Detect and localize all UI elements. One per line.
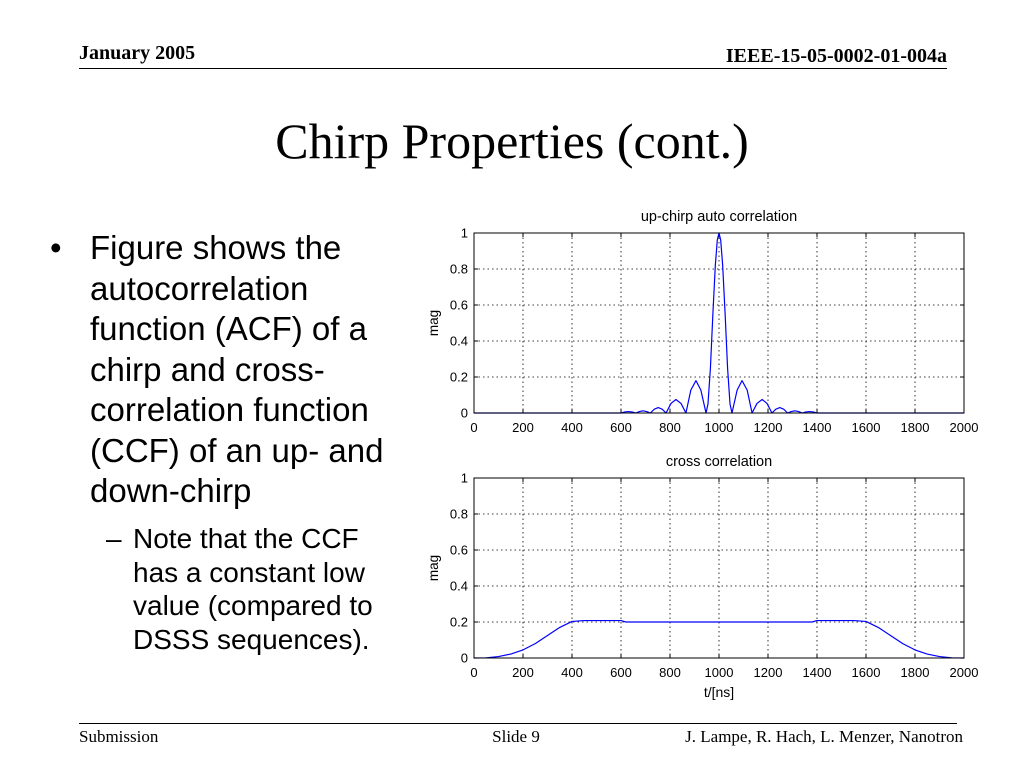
acf-y-tick-label: 0.8 [449, 261, 468, 277]
ccf-y-tick-label: 0.6 [449, 542, 468, 558]
acf-plot [450, 226, 979, 436]
acf-x-tick-label: 1600 [851, 420, 881, 435]
ccf-y-tick-label: 1 [460, 470, 468, 486]
acf-x-tick-label: 0 [470, 420, 478, 435]
ccf-x-tick-label: 600 [610, 665, 632, 680]
ccf-y-tick-label: 0.2 [449, 614, 468, 630]
acf-y-tick-label: 0.4 [449, 333, 468, 349]
bullet-text: Figure shows the autocorrelation function (ACF) of a chirp and cross-correlation function (CCF) of an up- and down-chirp [90, 229, 384, 509]
footer-rule [79, 723, 957, 724]
acf-x-tick-label: 400 [561, 420, 583, 435]
ccf-x-tick-label: 800 [659, 665, 681, 680]
footer-left-text: Submission [79, 727, 159, 746]
acf-x-tick-label: 200 [512, 420, 534, 435]
ccf-x-tick-label: 200 [512, 665, 534, 680]
sub-bullet-marker: – [106, 523, 122, 554]
acf-y-axis-label: mag [426, 309, 441, 337]
slide-title: Chirp Properties (cont.) [275, 113, 749, 169]
acf-y-tick-label: 0.2 [449, 369, 468, 385]
ccf-y-axis-label: mag [426, 554, 441, 582]
ccf-x-tick-label: 1800 [900, 665, 930, 680]
ccf-x-tick-label: 1400 [802, 665, 832, 680]
header-document-id: IEEE-15-05-0002-01-004a [725, 45, 947, 67]
ccf-x-tick-label: 2000 [949, 665, 979, 680]
acf-x-tick-label: 1000 [704, 420, 734, 435]
ccf-y-tick-label: 0.4 [449, 578, 468, 594]
acf-x-tick-label: 1200 [753, 420, 783, 435]
acf-x-tick-label: 800 [659, 420, 681, 435]
ccf-y-tick-label: 0.8 [449, 506, 468, 522]
acf-y-tick-label: 0.6 [449, 297, 468, 313]
acf-chart-title: up-chirp auto correlation [640, 209, 798, 225]
ccf-y-tick-label: 0 [460, 650, 468, 666]
slide-number: Slide 9 [492, 727, 540, 746]
ccf-chart-title: cross correlation [665, 454, 773, 470]
ccf-x-tick-label: 1600 [851, 665, 881, 680]
figure-canvas [415, 200, 1005, 705]
bullet-marker: • [50, 229, 62, 266]
acf-y-tick-label: 1 [460, 225, 468, 241]
acf-y-tick-label: 0 [460, 405, 468, 421]
ccf-plot [450, 471, 979, 681]
ccf-x-axis-label: t/[ns] [703, 684, 735, 700]
footer-authors: J. Lampe, R. Hach, L. Menzer, Nanotron [685, 727, 963, 746]
header-date: January 2005 [79, 42, 196, 64]
ccf-x-tick-label: 0 [470, 665, 478, 680]
ccf-x-tick-label: 400 [561, 665, 583, 680]
ccf-x-tick-label: 1200 [753, 665, 783, 680]
acf-x-tick-label: 1800 [900, 420, 930, 435]
ccf-x-tick-label: 1000 [704, 665, 734, 680]
acf-chart [426, 209, 978, 435]
ccf-chart [426, 454, 978, 700]
header-rule [79, 68, 947, 69]
sub-bullet-text: Note that the CCF has a constant low value (compared to DSSS sequences). [133, 523, 373, 655]
acf-x-tick-label: 2000 [949, 420, 979, 435]
acf-x-tick-label: 600 [610, 420, 632, 435]
acf-x-tick-label: 1400 [802, 420, 832, 435]
